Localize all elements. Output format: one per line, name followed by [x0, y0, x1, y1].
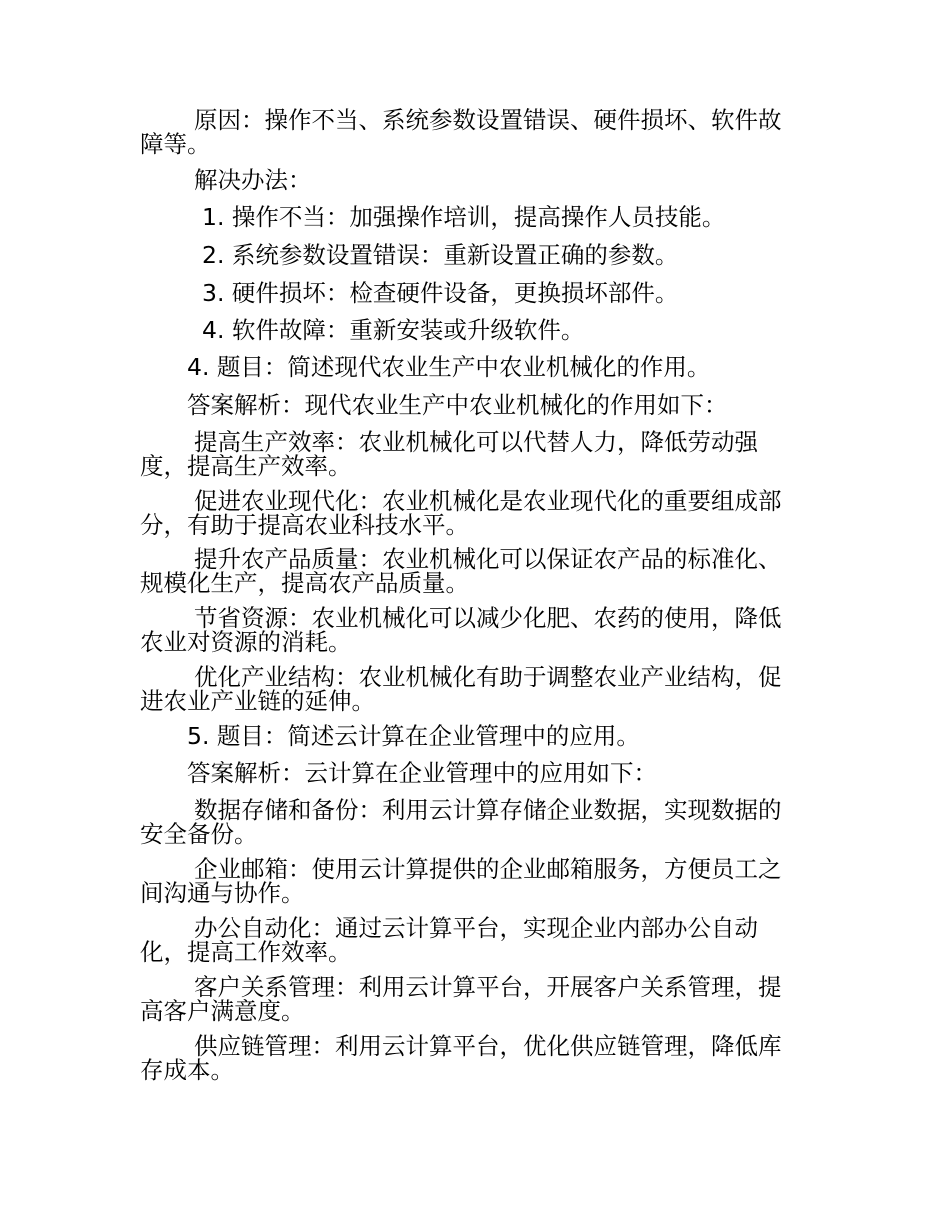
q3-solution-item: 4. 软件故障：重新安装或升级软件。	[202, 316, 585, 344]
q4-point: 提高生产效率：农业机械化可以代替人力，降低劳动强度，提高生产效率。	[140, 428, 758, 480]
q4-point: 提升农产品质量：农业机械化可以保证农产品的标准化、规模化生产，提高农产品质量。	[140, 545, 782, 597]
q4-point: 优化产业结构：农业机械化有助于调整农业产业结构，促进农业产业链的延伸。	[140, 663, 782, 715]
q3-cause-paragraph: 原因：操作不当、系统参数设置错误、硬件损坏、软件故障等。	[140, 106, 782, 158]
q4-question: 4. 题目：简述现代农业生产中农业机械化的作用。	[187, 353, 711, 381]
q3-solution-item: 1. 操作不当：加强操作培训，提高操作人员技能。	[202, 203, 726, 231]
q5-point: 供应链管理：利用云计算平台，优化供应链管理，降低库存成本。	[140, 1032, 782, 1084]
q4-answer-intro: 答案解析：现代农业生产中农业机械化的作用如下：	[187, 391, 728, 419]
q5-point: 办公自动化：通过云计算平台，实现企业内部办公自动化，提高工作效率。	[140, 914, 758, 966]
q4-point: 促进农业现代化：农业机械化是农业现代化的重要组成部分，有助于提高农业科技水平。	[140, 487, 782, 539]
q3-solution-item: 2. 系统参数设置错误：重新设置正确的参数。	[202, 241, 679, 269]
q3-solution-heading: 解决办法：	[194, 166, 312, 194]
q5-point: 数据存储和备份：利用云计算存储企业数据，实现数据的安全备份。	[140, 796, 782, 848]
q5-answer-intro: 答案解析：云计算在企业管理中的应用如下：	[187, 759, 657, 787]
q5-question: 5. 题目：简述云计算在企业管理中的应用。	[187, 722, 640, 750]
q3-solution-item: 3. 硬件损坏：检查硬件设备，更换损坏部件。	[202, 279, 679, 307]
q4-point: 节省资源：农业机械化可以减少化肥、农药的使用，降低农业对资源的消耗。	[140, 604, 782, 656]
q5-point: 客户关系管理：利用云计算平台，开展客户关系管理，提高客户满意度。	[140, 973, 782, 1025]
q5-point: 企业邮箱：使用云计算提供的企业邮箱服务，方便员工之间沟通与协作。	[140, 855, 782, 907]
